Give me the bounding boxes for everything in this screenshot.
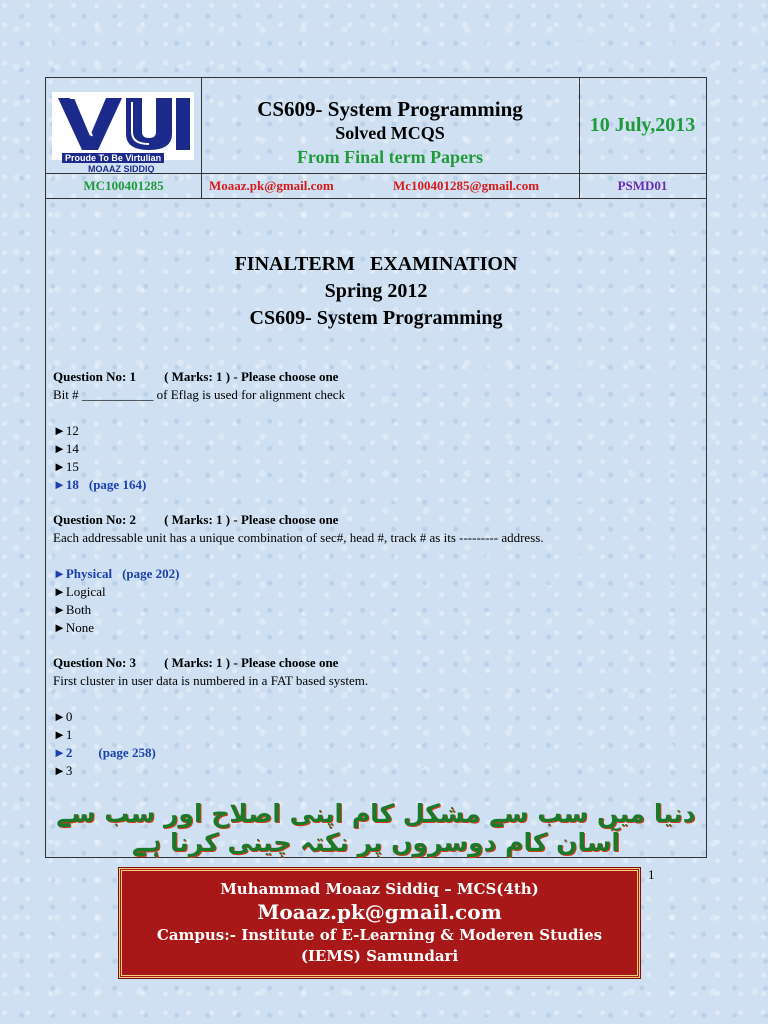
question-marks: ( Marks: 1 ) - Please choose one — [164, 655, 339, 670]
correct-option — [53, 476, 696, 494]
exam-title: FINALTERM EXAMINATION — [234, 253, 518, 275]
footer-banner — [119, 868, 640, 978]
option-text: ►18 — [53, 477, 79, 492]
option: ►12 — [53, 423, 79, 438]
correct-option — [53, 744, 696, 762]
question-label: Question No: 2 — [53, 512, 137, 527]
option: ►14 — [53, 441, 79, 456]
exam-term: Spring 2012 — [324, 280, 428, 302]
exam-heading — [46, 251, 706, 332]
question-1 — [53, 368, 696, 494]
date-cell — [579, 78, 706, 173]
question-header — [53, 654, 696, 672]
question-text: First cluster in user data is numbered in a FAT based system. — [53, 673, 369, 688]
option: ►15 — [53, 459, 79, 474]
option: ►0 — [53, 709, 73, 724]
banner-campus: Campus:- Institute of E-Learning & Moderen Studies — [156, 926, 603, 944]
document-frame — [45, 77, 707, 858]
question-header — [53, 511, 696, 529]
option: ►1 — [53, 727, 73, 742]
question-3 — [53, 654, 696, 780]
email-link-1[interactable]: Moaaz.pk@gmail.com — [209, 178, 334, 193]
option: ►3 — [53, 763, 73, 778]
student-id: MC100401285 — [46, 173, 202, 198]
contact-row — [46, 173, 706, 199]
page-reference: (page 164) — [88, 477, 147, 492]
page-reference: (page 258) — [98, 745, 156, 760]
logo-tagline: Proude To Be Virtulian — [62, 153, 164, 163]
subtitle: Solved MCQS — [335, 123, 445, 143]
urdu-quote: دنیا میں سب سے مشکل کام اپنی اصلاح اور سب سے آسان کام دوسروں پر نکتہ چینی کرنا ہے — [56, 799, 696, 857]
question-header — [53, 368, 696, 386]
banner-name: Muhammad Moaaz Siddiq – MCS(4th) — [220, 880, 539, 898]
page-reference: (page 202) — [122, 566, 180, 581]
email-cell — [201, 173, 580, 198]
email-link-2[interactable]: Mc100401285@gmail.com — [393, 178, 540, 193]
question-label: Question No: 1 — [53, 369, 137, 384]
question-marks: ( Marks: 1 ) - Please choose one — [164, 369, 339, 384]
question-marks: ( Marks: 1 ) - Please choose one — [164, 512, 339, 527]
option-text: ►Physical — [53, 566, 113, 581]
question-2 — [53, 511, 696, 637]
option: ►Both — [53, 602, 92, 617]
vu-logo — [52, 92, 194, 174]
logo-name: MOAAZ SIDDIQ — [88, 164, 155, 174]
option: ►Logical — [53, 584, 106, 599]
question-label: Question No: 3 — [53, 655, 137, 670]
question-text: Bit # ___________ of Eflag is used for alignment check — [53, 387, 346, 402]
option: ►None — [53, 620, 95, 635]
page-number: 1 — [648, 867, 655, 882]
option-text: ►2 — [53, 745, 73, 760]
logo-cell — [46, 78, 202, 173]
banner-email[interactable]: Moaaz.pk@gmail.com — [257, 900, 502, 924]
header-table — [46, 78, 706, 174]
course-title: CS609- System Programming — [257, 97, 523, 121]
banner-location: (IEMS) Samundari — [300, 947, 459, 965]
correct-option — [53, 565, 696, 583]
title-cell — [201, 78, 580, 173]
code-text: PSMD01 — [617, 178, 668, 193]
date-text: 10 July,2013 — [589, 114, 696, 136]
vu-logo-graphic — [52, 92, 194, 160]
source-line: From Final term Papers — [296, 147, 484, 167]
question-text: Each addressable unit has a unique combination of sec#, head #, track # as its --------- address. — [53, 530, 544, 545]
exam-course: CS609- System Programming — [249, 307, 503, 329]
